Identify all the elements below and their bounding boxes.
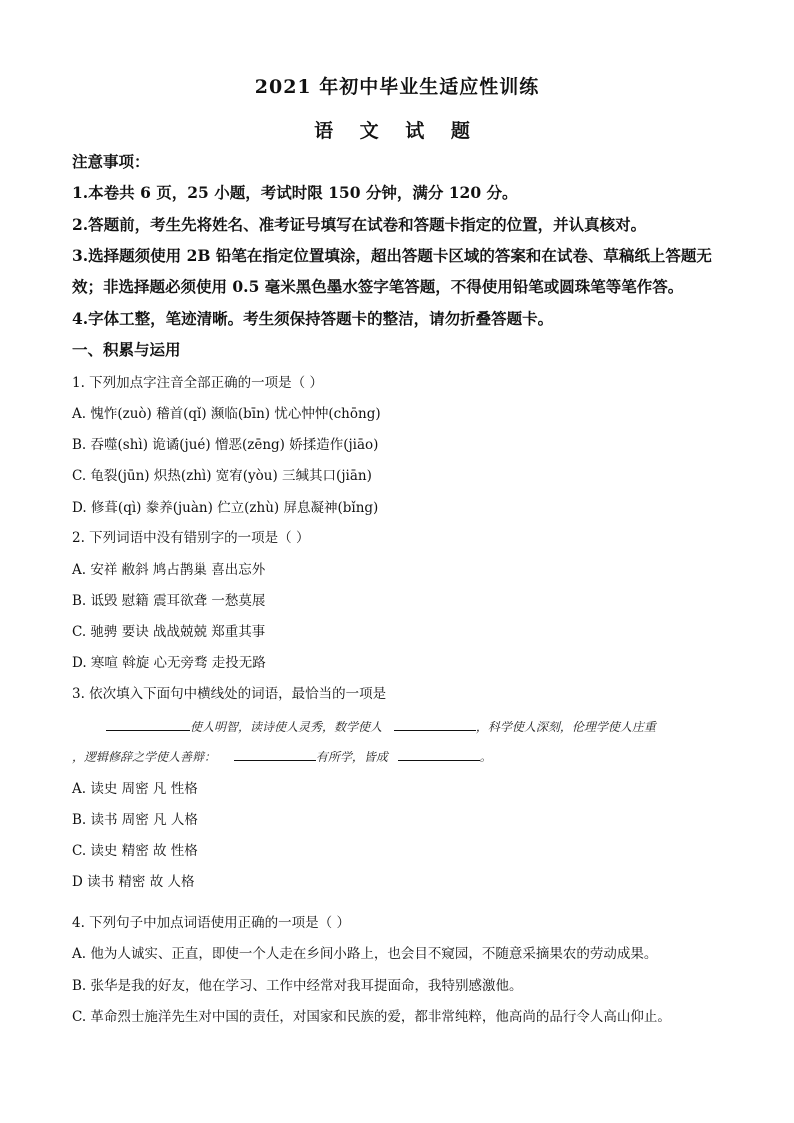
notice-item-4: 4.字体工整，笔迹清晰。考生须保持答题卡的整洁，请勿折叠答题卡。: [72, 309, 554, 328]
notice-item-1: 1.本卷共 6 页，25 小题，考试时限 150 分钟，满分 120 分。: [72, 183, 518, 202]
q1-stem: 1. 下列加点字注音全部正确的一项是（ ）: [72, 375, 323, 391]
q3-stem: 3. 依次填入下面句中横线处的词语，最恰当的一项是: [72, 686, 387, 702]
q1-option-d: D. 修葺(qì) 豢养(juàn) 伫立(zhù) 屏息凝神(bǐng): [72, 500, 379, 516]
exam-subject: 语 文 试 题: [314, 120, 480, 142]
q3-sentence-line2: [72, 746, 492, 765]
notice-item-3: 3.选择题须使用 2B 铅笔在指定位置填涂，超出答题卡区域的答案和在试卷、草稿纸上答题无: [72, 246, 712, 265]
q3-sentence-part-a: 使人明智，读诗使人灵秀，数学使人: [190, 720, 383, 734]
notice-heading: 注意事项：: [72, 152, 150, 171]
notice-item-3-cont: 效；非选择题必须使用 0.5 毫米黑色墨水签字笔答题，不得使用铅笔或圆珠笔等笔作答。: [72, 277, 684, 296]
exam-title: 2021 年初中毕业生适应性训练: [254, 76, 540, 98]
q3-option-a: A. 读史 周密 凡 性格: [72, 781, 198, 797]
q2-option-b: B. 诋毁 慰籍 震耳欲聋 一愁莫展: [72, 593, 266, 609]
section-heading: 一、积累与运用: [72, 340, 181, 359]
q3-blank-4: [398, 746, 480, 761]
q2-stem: 2. 下列词语中没有错别字的一项是（ ）: [72, 530, 310, 546]
q1-option-a: A. 愧怍(zuò) 稽首(qǐ) 濒临(bīn) 忧心忡忡(chōng): [72, 406, 381, 422]
q2-option-a: A. 安祥 敝斜 鸠占鹊巢 喜出忘外: [72, 562, 266, 578]
q4-option-b: B. 张华是我的好友，他在学习、工作中经常对我耳提面命，我特别感激他。: [72, 978, 523, 994]
q2-option-d: D. 寒喧 斡旋 心无旁骛 走投无路: [72, 655, 266, 671]
q3-sentence-part-d: 有所学，皆成: [315, 750, 388, 764]
q3-option-b: B. 读书 周密 凡 人格: [72, 812, 198, 828]
q3-sentence-line1: [106, 716, 656, 735]
q4-option-a: A. 他为人诚实、正直，即使一个人走在乡间小路上，也会目不窥园，不随意采摘果农的劳动成果。: [72, 946, 658, 962]
q4-option-c: C. 革命烈士施洋先生对中国的责任，对国家和民族的爱，都非常纯粹，他高尚的品行令人高山仰止。: [72, 1009, 671, 1025]
q3-option-c: C. 读史 精密 故 性格: [72, 843, 198, 859]
q3-sentence-part-b: ，科学使人深刻，伦理学使人庄重: [475, 720, 656, 734]
q4-stem: 4. 下列句子中加点词语使用正确的一项是（ ）: [72, 915, 350, 931]
q1-option-c: C. 龟裂(jūn) 炽热(zhì) 宽宥(yòu) 三缄其口(jiān): [72, 468, 372, 484]
q3-sentence-end: 。: [479, 750, 492, 764]
q2-option-c: C. 驰骋 要诀 战战兢兢 郑重其事: [72, 624, 266, 640]
q1-option-b: B. 吞噬(shì) 诡谲(jué) 憎恶(zēng) 娇揉造作(jiāo): [72, 437, 379, 453]
q3-sentence-part-c: ，逻辑修辞之学使人善辩：: [72, 750, 217, 764]
q3-blank-3: [234, 746, 316, 761]
notice-item-2: 2.答题前，考生先将姓名、准考证号填写在试卷和答题卡指定的位置，并认真核对。: [72, 215, 647, 234]
q3-option-d: D 读书 精密 故 人格: [72, 874, 195, 890]
q3-blank-1: [106, 716, 190, 731]
q3-blank-2: [394, 716, 476, 731]
